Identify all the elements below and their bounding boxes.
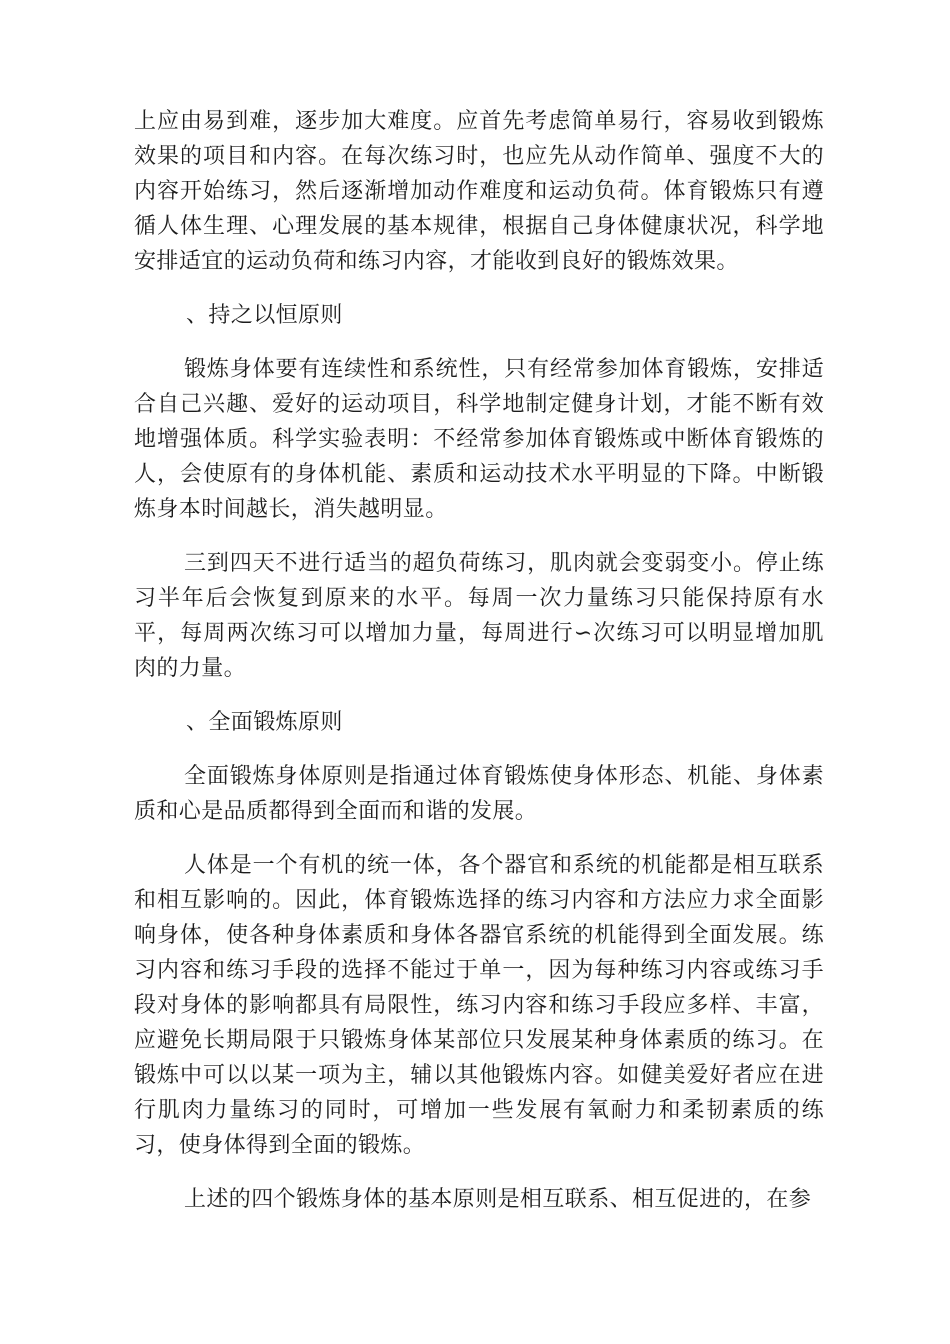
body-paragraph: 三到四天不进行适当的超负荷练习，肌肉就会变弱变小。停止练习半年后会恢复到原来的水平。每周一次力量练习只能保持原有水平，每周两次练习可以增加力量，每周进行∽次练习可以明显增加肌肉的力量。 [134, 551, 824, 681]
section-heading: 、全面锻炼原则 [186, 710, 343, 735]
body-paragraph: 上应由易到难，逐步加大难度。应首先考虑简单易行，容易收到锻炼效果的项目和内容。在每次练习时，也应先从动作简单、强度不大的内容开始练习，然后逐渐增加动作难度和运动负荷。体育锻炼只有遵循人体生理、心理发展的基本规律，根据自己身体健康状况，科学地安排适宜的运动负荷和练习内容，才能收到良好的锻炼效果。 [134, 109, 824, 274]
document-body [134, 104, 824, 1236]
body-paragraph: 全面锻炼身体原则是指通过体育锻炼使身体形态、机能、身体素质和心是品质都得到全面而和谐的发展。 [134, 764, 824, 824]
section-heading: 、持之以恒原则 [186, 303, 343, 328]
body-paragraph: 人体是一个有机的统一体，各个器官和系统的机能都是相互联系和相互影响的。因此，体育锻炼选择的练习内容和方法应力求全面影响身体，使各种身体素质和身体各器官系统的机能得到全面发展。练习内容和练习手段的选择不能过于单一，因为每种练习内容或练习手段对身体的影响都具有局限性，练习内容和练习手段应多样、丰富，应避免长期局限于只锻炼身体某部位只发展某种身体素质的练习。在锻炼中可以以某一项为主，辅以其他锻炼内容。如健美爱好者应在进行肌肉力量练习的同时，可增加一些发展有氧耐力和柔韧素质的练习，使身体得到全面的锻炼。 [134, 853, 824, 1158]
body-paragraph: 锻炼身体要有连续性和系统性，只有经常参加体育锻炼，安排适合自己兴趣、爱好的运动项目，科学地制定健身计划，才能不断有效地增强体质。科学实验表明：不经常参加体育锻炼或中断体育锻炼的人，会使原有的身体机能、素质和运动技术水平明显的下降。中断锻炼身本时间越长，消失越明显。 [134, 357, 824, 522]
body-paragraph: 上述的四个锻炼身体的基本原则是相互联系、相互促进的，在参 [184, 1187, 812, 1212]
